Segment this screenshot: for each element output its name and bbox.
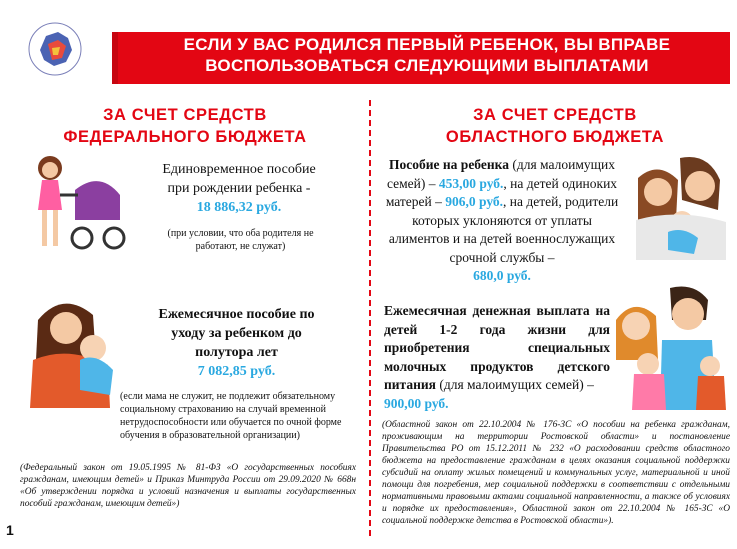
header-line-2: ВОСПОЛЬЗОВАТЬСЯ СЛЕДУЮЩИМИ ВЫПЛАТАМИ xyxy=(205,56,649,75)
left-column-heading xyxy=(20,104,350,148)
federal-benefit-1-line-2: при рождении ребенка - xyxy=(167,181,311,196)
regional-benefit-1-text-1: (для малоимущих семей) – xyxy=(386,157,615,191)
federal-benefit-2-note: (если мама не служит, не подлежит обязательному социальному страхованию на случай временной нетрудоспособности или обучается по очной форме обучения в образовательной организации) xyxy=(120,391,342,441)
page-number: 1 xyxy=(6,522,14,538)
regional-benefit-2-text: (для малоимущих семей) – xyxy=(435,377,594,392)
federal-benefit-2-line-1: Ежемесячное пособие по xyxy=(158,307,315,322)
regional-benefit-1 xyxy=(382,156,622,286)
federal-benefit-2-amount: 7 082,85 руб. xyxy=(197,364,276,379)
regional-benefit-1-text-2: , на детей одиноких матерей – xyxy=(385,175,618,209)
column-divider xyxy=(369,100,371,536)
regional-benefit-2-title: Ежемесячная денежная выплата на детей 1-2 года жизни для приобретения специальных молочных продуктов детского питания xyxy=(384,303,610,392)
federal-benefit-2 xyxy=(134,305,339,381)
federal-benefit-1 xyxy=(130,160,348,217)
regional-benefit-1-amount-3: 680,0 руб. xyxy=(473,268,531,283)
regional-benefit-1-text-3: , на детей, родители которых уклоняются от уплаты алиментов и на детей военнослужащих срочной службы – xyxy=(388,194,619,265)
federal-benefit-1-amount: 18 886,32 руб. xyxy=(196,200,282,215)
header-line-1: ЕСЛИ У ВАС РОДИЛСЯ ПЕРВЫЙ РЕБЕНОК, ВЫ ВПРАВЕ xyxy=(183,35,671,54)
ministry-logo xyxy=(18,14,92,84)
regional-benefit-1-title: Пособие на ребенка xyxy=(389,157,509,172)
regional-benefit-1-amount-1: 453,00 руб. xyxy=(438,175,504,191)
regional-benefit-2 xyxy=(384,302,610,413)
regional-law-reference: (Областной закон от 22.10.2004 № 176-ЗС «О пособии на ребенка гражданам, проживающим на территории Ростовской области» и постановление Правительства РО от 15.12.2011 № 232 «О расходовании средств областного бюджета на предоставление гражданам в целях оказания социальной поддержки субсидий на оплату жилых помещений и коммунальных услуг, материальной и иной помощи для погребения, мер социальной поддержки в соответствии с отдельными нормативными правовыми актами социальной направленности, а также об условиях и порядке их предоставления», Областной закон от 22.10.2004 № 165-ЗС «О социальной поддержке детства в Ростовской области»). xyxy=(382,420,730,526)
federal-benefit-1-note: (при условии, что оба родителя не работают, не служат) xyxy=(167,228,314,252)
right-heading-line-2: ОБЛАСТНОГО БЮДЖЕТА xyxy=(445,128,665,146)
family-illustration xyxy=(612,280,732,410)
federal-benefit-2-line-2: уходу за ребенком до xyxy=(171,326,302,341)
regional-benefit-1-amount-2: 906,0 руб. xyxy=(445,194,504,209)
parents-baby-illustration xyxy=(628,150,730,260)
mother-baby-illustration xyxy=(18,290,130,408)
federal-benefit-2-line-3: полутора лет xyxy=(195,345,278,360)
federal-benefit-1-line-1: Единовременное пособие xyxy=(162,162,316,177)
regional-benefit-2-amount: 900,00 руб. xyxy=(384,395,449,411)
left-heading-line-2: ФЕДЕРАЛЬНОГО БЮДЖЕТА xyxy=(63,128,307,146)
right-column-heading xyxy=(385,104,725,148)
header-title xyxy=(132,34,722,76)
right-heading-line-1: ЗА СЧЕТ СРЕДСТВ xyxy=(473,106,637,124)
mother-stroller-illustration xyxy=(20,150,130,255)
left-heading-line-1: ЗА СЧЕТ СРЕДСТВ xyxy=(103,106,267,124)
federal-law-reference: (Федеральный закон от 19.05.1995 № 81-ФЗ «О государственных пособиях гражданам, имеющим детей» и Приказ Минтруда России от 29.09.2020 № 668н «Об утверждении порядка и условий назначения и выплаты государственных пособий гражданам, имеющим детей») xyxy=(20,463,356,509)
